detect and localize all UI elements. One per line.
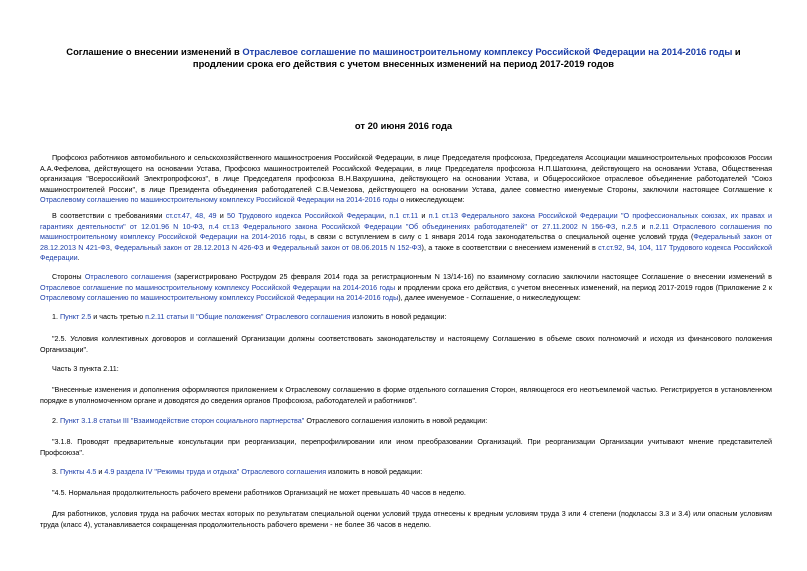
law-link[interactable]: п.4 ст.13 Федерального закона Российской Федерации "Об объединениях работодателей" от 27.11.2002 N 156-ФЗ [208,221,616,231]
clause-link[interactable]: 4.9 раздела IV "Режимы труда и отдыха" Отраслевого соглашения [104,467,327,476]
paragraph-text: , в связи с вступлением в силу с 1 января 2014 года законодательства о специальной оценке условий труда ( [305,232,694,242]
paragraph-item-2 [40,416,772,427]
law-link[interactable]: п.2.5 [621,221,638,231]
paragraph-item-1 [40,312,772,323]
paragraph-text: изложить в новой редакции: [326,467,423,476]
paragraph-text: и [637,221,650,231]
paragraph-text: и [216,211,228,220]
paragraph-legal-basis [40,211,772,264]
agreement-link[interactable]: Отраслевому соглашению по машиностроительному комплексу Российской Федерации на 2014-2016 годы [40,195,399,205]
paragraph-clause-2-5: "2.5. Условия коллективных договоров и соглашений Организации должны соответствовать законодательству и настоящему Соглашению в объеме своих полномочий и исходя из финансового положения Организации". [40,334,772,354]
paragraph-text: 1. [52,312,60,321]
document-date: от 20 июня 2016 года [354,120,453,131]
title-text-end: и продлении срока его действия с учетом внесенных изменений на период 2017-2019 годов [192,46,741,69]
paragraph-parties-agreement [40,272,772,304]
paragraph-text: , [615,221,622,231]
law-link[interactable]: п.1 ст.11 [389,211,419,220]
paragraph-text: и [96,467,105,476]
paragraph-parties [40,153,772,206]
paragraph-item-3 [40,467,772,478]
agreement-link[interactable]: Отраслевого соглашения [84,272,171,281]
law-link[interactable]: п.2.11 Отраслевого соглашения по машиностроительному комплексу Российской Федерации на 2014-2016 годы [40,221,772,242]
paragraph-reduced-hours: Для работников, условия труда на рабочих местах которых по результатам специальной оценки условий труда отнесены к вредным условиям труда 3 или 4 степени (подклассы 3.3 и 3.4) или опасным условиям труда (класс 4), устанавливается сокращенная продолжительность рабочего времени - не более 36 часов в неделю. [40,509,772,529]
paragraph-text: о нижеследующем: [398,195,465,205]
paragraph-text: и [418,211,429,220]
paragraph-text: изложить в новой редакции: [350,312,447,321]
paragraph-text: . [77,253,80,263]
agreement-link[interactable]: Отраслевое соглашение по машиностроительному комплексу Российской Федерации на 2014-2016 годы [40,282,396,292]
paragraph-text: Профсоюз работников автомобильного и сельскохозяйственного машиностроения Российской Федерации, в лице Председателя профсоюза, Председателя Ассоциации машиностроительных профсоюзов России А.А.Фефелова, действующего на основании Устава, Профсоюз машиностроителей Российской Федерации, в лице Председателя профсоюза Н.П.Шатохина, действующего на основании Устава, Общественная организация "Всероссийский Электропрофсоюз", в лице Председателя профсоюза В.Н.Вахрушкина, действующего на основании Устава, и Общероссийское отраслевое объединение работодателей "Союз машиностроителей России", в лице Президента объединения работодателей С.В.Чемезова, действующего на основании Устава, далее совместно именуемые Стороны, заключили настоящее Соглашение к [40,153,772,194]
paragraph-text: ), далее именуемое - Соглашение, о нижеследующем: [398,293,581,303]
law-link[interactable]: Федеральный закон от 28.12.2013 N 421-ФЗ [40,232,772,252]
paragraph-text: , [384,211,390,220]
clause-link[interactable]: Пункт 2.5 [60,312,92,321]
paragraph-clause-3-1-8: "3.1.8. Проводят предварительные консультации при реорганизации, перепрофилировании или ином преобразовании Организаций. При реорганизации Организации учитывают мнение представителей Профсоюза". [40,437,772,457]
paragraph-text: В соответствии с требованиями [52,211,166,220]
clause-link[interactable]: п.2.11 статьи II "Общие положения" Отраслевого соглашения [145,312,351,321]
paragraph-part-3: Часть 3 пункта 2.11: [52,364,119,373]
paragraph-text: и часть третью [91,312,146,321]
paragraph-text: ), а также в соответствии с внесением изменений в [421,242,599,252]
paragraph-amendments: "Внесенные изменения и дополнения оформляются приложением к Отраслевому соглашению в форме отдельного соглашения Сторон, являющегося его неотъемлемой частью. Регистрируется в установленном порядке в уполномоченном органе и доводятся до сведения органов Профсоюза, работодателей и работников". [40,385,772,405]
paragraph-text: Отраслевого соглашения изложить в новой редакции: [304,416,488,425]
law-link[interactable]: п.1 ст.13 Федерального закона Российской Федерации "О профессиональных союзах, их правах и гарантиях деятельности" от 12.01.96 N 10-ФЗ [40,211,772,231]
agreement-link[interactable]: Отраслевому соглашению по машиностроительному комплексу Российской Федерации на 2014-2016 годы [40,293,399,303]
paragraph-clause-4-5: "4.5. Нормальная продолжительность рабочего времени работников Организаций не может превышать 40 часов в неделю. [52,488,466,497]
law-link[interactable]: 50 Трудового кодекса Российской Федерации [227,211,385,220]
paragraph-text: и продлении срока его действия, с учетом внесенных изменений, на период 2017-2019 годов (Приложение 2 к [395,282,772,292]
paragraph-text: , [110,242,115,252]
law-link[interactable]: ст.ст.92, 94, 104, 117 Трудового кодекса Российской Федерации [40,242,772,263]
paragraph-text: , [202,221,209,231]
paragraph-text: 3. [52,467,60,476]
paragraph-text: и [263,242,273,252]
title-text: Соглашение о внесении изменений в [66,46,243,57]
paragraph-text: 2. [52,416,60,425]
document-title [40,46,767,70]
title-link[interactable]: Отраслевое соглашение по машиностроительному комплексу Российской Федерации на 2014-2016 годы [242,46,733,57]
law-link[interactable]: Федеральный закон от 28.12.2013 N 426-ФЗ [114,242,264,252]
law-link[interactable]: ст.ст.47, 48, 49 [165,211,217,220]
clause-link[interactable]: Пункт 3.1.8 статьи III "Взаимодействие сторон социального партнерства" [60,416,305,425]
paragraph-text: (зарегистрировано Рострудом 25 февраля 2014 года за регистрационным N 13/14-16) по взаимному согласию заключили настоящее Соглашение о внесении изменений в [170,272,772,281]
law-link[interactable]: Федеральный закон от 08.06.2015 N 152-ФЗ [272,242,422,252]
paragraph-text: Стороны [52,272,85,281]
clause-link[interactable]: Пункты 4.5 [60,467,97,476]
